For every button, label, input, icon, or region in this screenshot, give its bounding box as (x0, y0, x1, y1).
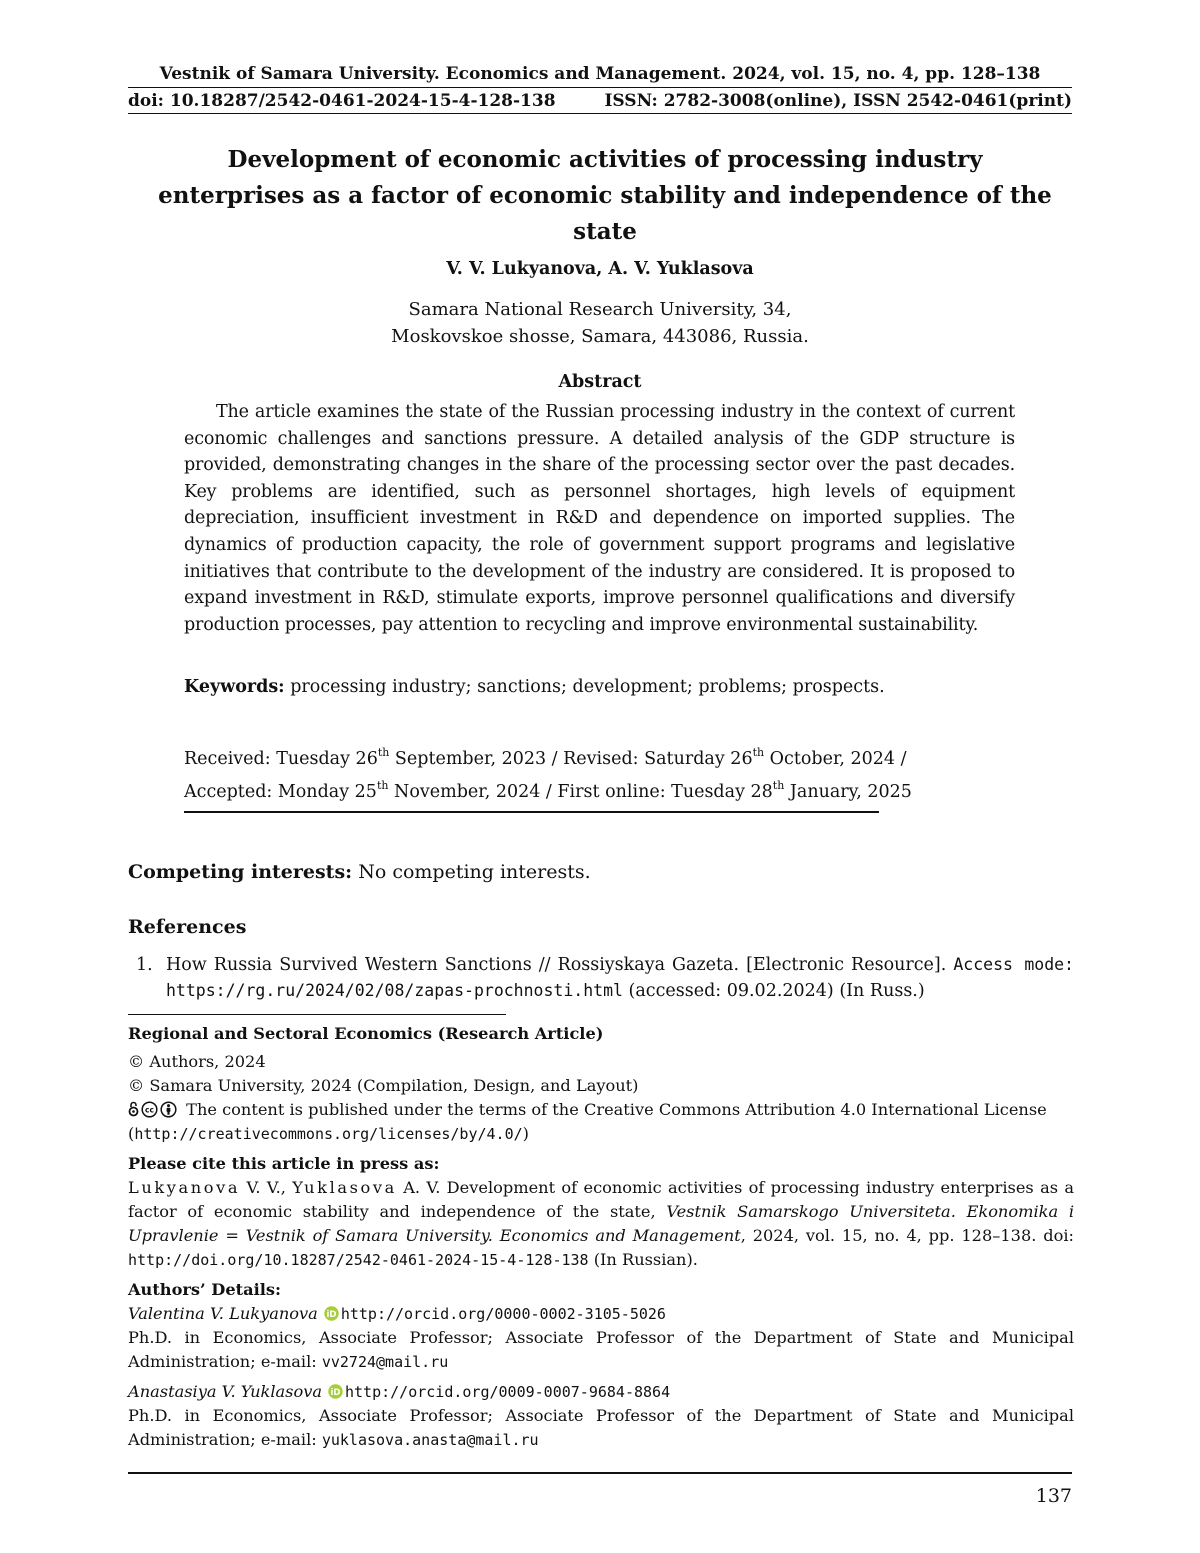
ordinal-sup: th (376, 778, 389, 792)
ordinal-sup: th (772, 778, 785, 792)
journal-header: Vestnik of Samara University. Economics and Management. 2024, vol. 15, no. 4, pp. 128–138 (159, 64, 1041, 84)
cc-icon (141, 1101, 158, 1118)
reference-body: How Russia Survived Western Sanctions // Rossiyskaya Gazeta. [Electronic Resource]. (166, 955, 954, 975)
reference-link[interactable]: https://rg.ru/2024/02/08/zapas-prochnosti.html (166, 981, 623, 1000)
abstract-text: The article examines the state of the Russian processing industry in the context of current economic challenges and sanctions pressure. A detailed analysis of the GDP structure is provided, demonstrating changes in the share of the processing sector over the past decades. Key problems are identified, such as personnel shortages, high levels of equipment depreciation, insufficient investment in R&D and dependence on imported supplies. The dynamics of production capacity, the role of government support programs and legislative initiatives that contribute to the development of the industry are considered. It is proposed to expand investment in R&D, stimulate exports, improve personnel qualifications and diversify production processes, pay attention to recycling and improve environmental sustainability. (184, 402, 1015, 635)
revised-date: September, 2023 / Revised: Saturday 26 (389, 748, 753, 769)
competing-text: No competing interests. (352, 861, 591, 883)
abstract-rule (184, 811, 879, 813)
cite-doi-link[interactable]: http://doi.org/10.18287/2542-0461-2024-15-4-128-138 (128, 1251, 589, 1269)
license-icons (128, 1101, 177, 1118)
competing-interests (128, 861, 591, 883)
orcid-link[interactable]: http://orcid.org/0000-0002-3105-5026 (340, 1305, 666, 1323)
author-1-description (128, 1326, 1074, 1374)
accepted-date: Accepted: Monday 25 (184, 781, 377, 802)
affiliation (128, 296, 1072, 350)
citation-text (128, 1176, 1074, 1272)
revised-date-tail: October, 2024 / (764, 748, 907, 769)
author-email[interactable]: yuklasova.anasta@mail.ru (321, 1431, 539, 1449)
ordinal-sup: th (377, 746, 390, 759)
cite-doi-label: doi: (1043, 1226, 1074, 1245)
header-rule-bottom (128, 113, 1072, 114)
author-2-description (128, 1404, 1074, 1452)
title-line: enterprises as a factor of economic stability and independence of the (158, 182, 1052, 209)
header-rule (128, 87, 1072, 88)
title-line: Development of economic activities of processing industry (227, 146, 983, 173)
keywords-label: Keywords: (184, 677, 285, 697)
copyright-authors: © Authors, 2024 (128, 1052, 266, 1071)
reference-item (136, 952, 1074, 1004)
online-date-tail: January, 2025 (784, 781, 912, 802)
page-bottom-rule (128, 1472, 1072, 1474)
abstract-heading: Abstract (558, 372, 642, 392)
svg-text:iD: iD (330, 1388, 341, 1398)
cite-language: (In Russian). (588, 1250, 698, 1269)
author-bio: Ph.D. in Economics, Associate Professor; Associate Professor of the Department of State and Municipal Administration; e-mail: (128, 1328, 1074, 1371)
cite-heading: Please cite this article in press as: (128, 1154, 440, 1173)
references-heading: References (128, 916, 247, 938)
license-link[interactable]: http://creativecommons.org/licenses/by/4.0/ (134, 1125, 523, 1143)
keywords-text: processing industry; sanctions; development; problems; prospects. (290, 677, 885, 697)
author-1-line (128, 1302, 1074, 1326)
svg-text:iD: iD (326, 1310, 337, 1320)
issn-text: ISSN: 2782-3008(online), ISSN 2542-0461(print) (604, 91, 1072, 111)
cite-volume: , 2024, vol. 15, no. 4, pp. 128–138. (740, 1226, 1037, 1245)
author-email[interactable]: vv2724@mail.ru (321, 1353, 449, 1371)
access-mode-label: Access mode: (953, 955, 1074, 974)
article-dates (184, 740, 1015, 806)
open-access-icon (128, 1101, 139, 1117)
dates-line-1 (184, 740, 1015, 773)
license-url-line: (http://creativecommons.org/licenses/by/4.0/) (128, 1124, 529, 1143)
author-name: Anastasiya V. Yuklasova (128, 1382, 322, 1401)
by-icon (160, 1101, 177, 1118)
authors-details-heading: Authors’ Details: (128, 1280, 281, 1299)
online-date: November, 2024 / First online: Tuesday 28 (388, 781, 773, 802)
cite-author: Lukyanova (128, 1178, 241, 1197)
author-name: Valentina V. Lukyanova (128, 1304, 318, 1323)
received-date: Received: Tuesday 26 (184, 748, 378, 769)
dates-line-2 (184, 773, 1015, 806)
article-title (100, 142, 1110, 250)
competing-label: Competing interests: (128, 861, 353, 883)
orcid-icon[interactable] (324, 1306, 339, 1321)
orcid-link[interactable]: http://orcid.org/0009-0007-9684-8864 (345, 1383, 671, 1401)
footnote-rule (128, 1014, 506, 1015)
cite-journal: Vestnik Samarskogo Universiteta. Ekonomika i Upravlenie = Vestnik of Samara University. Economics and Management (128, 1202, 1074, 1245)
cite-title: A. V. Development of economic activities of processing industry enterprises as a factor of economic stability and independence of the state, (128, 1178, 1074, 1221)
cite-author: Yuklasova (292, 1178, 397, 1197)
keywords (184, 677, 1015, 697)
author-bio: Ph.D. in Economics, Associate Professor; Associate Professor of the Department of State and Municipal Administration; e-mail: (128, 1406, 1074, 1449)
author-2-line (128, 1380, 1074, 1404)
cite-initials: V. V., (240, 1178, 293, 1197)
license-text: The content is published under the terms of the Creative Commons Attribution 4.0 International License (181, 1100, 1047, 1119)
article-section: Regional and Sectoral Economics (Research Article) (128, 1024, 604, 1043)
reference-tail: (accessed: 09.02.2024) (In Russ.) (622, 981, 925, 1001)
ordinal-sup: th (752, 746, 765, 759)
page-number: 137 (1035, 1485, 1072, 1507)
affiliation-line: Moskovskoe shosse, Samara, 443086, Russia. (391, 326, 809, 347)
reference-number: 1. (136, 955, 153, 975)
authors: V. V. Lukyanova, A. V. Yuklasova (446, 259, 754, 279)
svg-text:cc: cc (145, 1105, 154, 1115)
title-line: state (573, 218, 637, 245)
license-notice (128, 1098, 1074, 1122)
copyright-university: © Samara University, 2024 (Compilation, Design, and Layout) (128, 1076, 639, 1095)
doi-issn-line (128, 91, 1072, 111)
doi-text: doi: 10.18287/2542-0461-2024-15-4-128-138 (128, 91, 556, 111)
footnote-block (128, 1022, 1074, 1452)
reference-text (166, 952, 1074, 1004)
orcid-icon[interactable] (328, 1384, 343, 1399)
affiliation-line: Samara National Research University, 34, (408, 299, 792, 320)
